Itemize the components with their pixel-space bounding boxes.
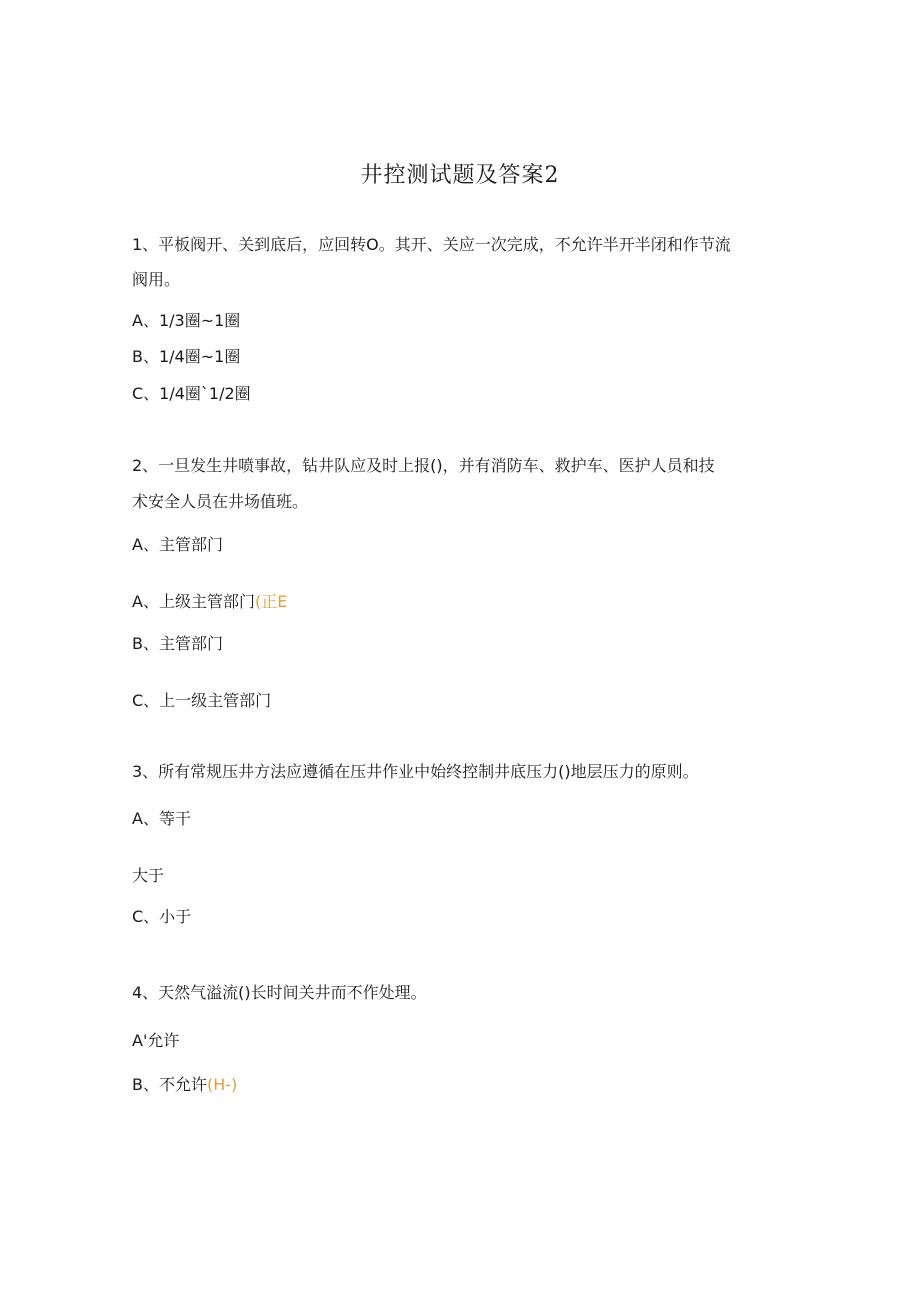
page-title: 井控测试题及答案2 [360,163,560,188]
answer-note: (正E [254,592,288,611]
answer-note: (H-) [206,1075,238,1094]
question-2-option-a: A、主管部门 [132,535,223,554]
question-2-option-b: B、主管部门 [132,634,223,653]
question-4-line-1: 4、天然气溢流()长时间关井而不作处理。 [132,983,427,1002]
question-3-option-b: 大于 [132,866,165,885]
question-2-option-a-alt-text: A、上级主管部门 [132,592,255,611]
question-1-option-c: C、1/4圈`1/2圈 [132,384,251,403]
question-1-line-1: 1、平板阀开、关到底后，应回转O。其开、关应一次完成，不允许半开半闭和作节流 [132,235,731,254]
question-2-option-a-alt [132,592,287,612]
question-3-option-a: A、等干 [132,809,191,828]
question-4-option-b-text: B、不允许 [132,1075,207,1094]
question-3-option-c: C、小于 [132,907,192,926]
question-2-line-2: 术安全人员在井场值班。 [132,492,309,511]
question-1-option-a: A、1/3圈~1圈 [132,311,241,330]
question-4-option-a: A'允许 [132,1031,180,1050]
question-1-option-b: B、1/4圈~1圈 [132,347,241,366]
question-2-option-c: C、上一级主管部门 [132,691,272,710]
question-3-line-1: 3、所有常规压井方法应遵循在压井作业中始终控制井底压力()地层压力的原则。 [132,762,699,781]
question-4-option-b [132,1075,237,1095]
question-2-line-1: 2、一旦发生井喷事故，钻井队应及时上报()，并有消防车、救护车、医护人员和技 [132,456,715,475]
question-1-line-2: 阀用。 [132,270,181,289]
